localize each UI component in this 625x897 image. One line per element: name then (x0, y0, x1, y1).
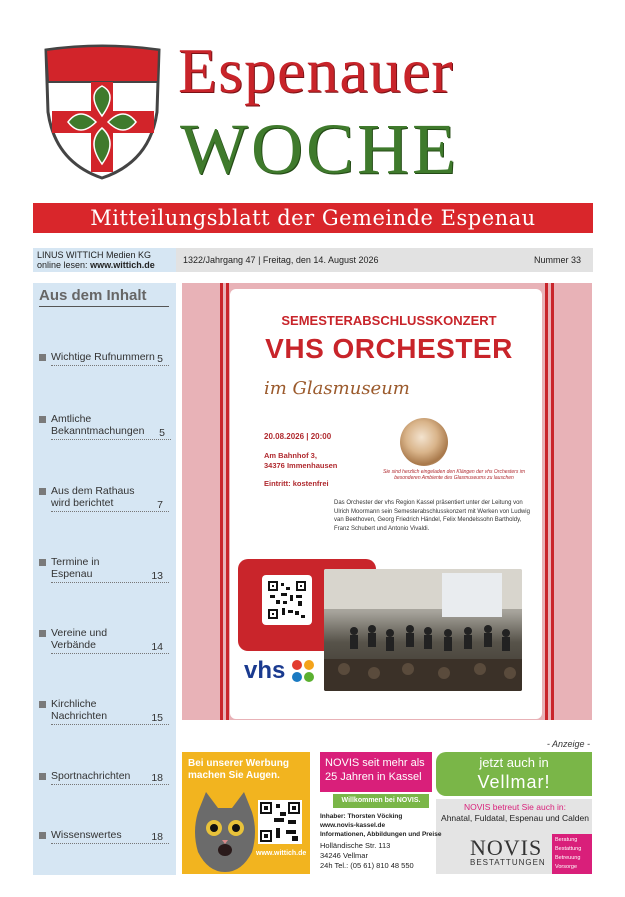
novis-pink-line2: 25 Jahren in Kassel (325, 771, 422, 783)
wittich-ad-line2: machen Sie Augen. (188, 770, 280, 781)
concert-poster[interactable] (182, 283, 592, 720)
espenau-coat-of-arms-icon (40, 42, 165, 182)
toc-item-label: Amtliche Bekanntmachungen (51, 413, 145, 437)
bullet-square-icon (39, 354, 46, 361)
toc-item-page: 7 (157, 499, 163, 511)
toc-item-page: 15 (151, 712, 163, 724)
issue-line: 1322/Jahrgang 47 | Freitag, den 14. August 2026 (183, 255, 379, 265)
masthead-subtitle: Mitteilungsblatt der Gemeinde Espenau (33, 203, 593, 233)
wittich-ad-headline (188, 758, 289, 782)
bullet-square-icon (39, 488, 46, 495)
toc-title: Aus dem Inhalt (39, 287, 169, 307)
poster-stripe (226, 283, 229, 720)
toc-item-label: Vereine und Verbände (51, 627, 108, 651)
online-url-link[interactable]: www.wittich.de (90, 260, 155, 270)
poster-stripe (220, 283, 223, 720)
novis-city: 34246 Vellmar (320, 851, 368, 860)
vhs-logo: vhs (244, 657, 286, 684)
toc-item-page: 14 (151, 641, 163, 653)
glass-disc-image (400, 418, 448, 466)
novis-services-box (552, 834, 592, 874)
ad-label: - Anzeige - (546, 739, 590, 749)
toc-item-label: Kirchliche Nachrichten (51, 698, 108, 722)
publisher-block (33, 248, 176, 272)
toc-item[interactable] (39, 829, 169, 843)
toc-item[interactable] (39, 627, 169, 653)
cat-icon (192, 792, 258, 872)
novis-ad[interactable] (320, 752, 592, 874)
bullet-square-icon (39, 773, 46, 780)
poster-headline: VHS ORCHESTER (265, 333, 513, 364)
issue-info-bar (33, 248, 593, 272)
toc-item[interactable] (39, 556, 169, 582)
masthead-title-line1: Espenauer (178, 35, 454, 106)
poster-stripe (545, 283, 548, 720)
qr-code-icon (268, 581, 306, 619)
poster-stripe (551, 283, 554, 720)
toc-item-label: Wissenswertes (51, 829, 122, 841)
toc-item-page: 13 (151, 570, 163, 582)
toc-item-page: 18 (151, 831, 163, 843)
toc-item-label: Sportnachrichten (51, 770, 131, 782)
novis-service: Beratung (555, 837, 578, 843)
novis-welcome: Willkommen bei NOVIS. (333, 794, 429, 808)
novis-betreut-line1: NOVIS betreut Sie auch in: (463, 802, 567, 812)
bullet-square-icon (39, 832, 46, 839)
poster-body-text: Das Orchester der vhs Region Kassel präsentiert unter der Leitung von Ulrich Moormann sein Semesterabschlusskonzert mit Werken von Ludwig van Beethoven, Georg Friedrich Händel, Felix Mendelssohn Bartholdy, Franz Schubert und Antonio Vivaldi. (334, 500, 530, 532)
novis-owner: Inhaber: Thorsten Vöcking (320, 813, 403, 820)
novis-logo-sub: BESTATTUNGEN (470, 858, 546, 867)
wittich-ad[interactable] (182, 752, 310, 874)
novis-pink-box (320, 752, 432, 792)
novis-service: Vorsorge (555, 864, 578, 870)
poster-headline-small: SEMESTERABSCHLUSSKONZERT (281, 313, 497, 328)
wittich-qr-code-icon[interactable] (258, 800, 302, 844)
novis-info: Informationen, Abbildungen und Preise (320, 831, 442, 838)
poster-address (264, 451, 337, 471)
toc-item[interactable] (39, 413, 169, 439)
novis-street: Holländische Str. 113 (320, 841, 391, 850)
poster-address-line2: 34376 Immenhausen (264, 461, 338, 470)
novis-phone: 24h Tel.: (05 61) 810 48 550 (320, 861, 414, 870)
poster-caption: Sie sind herzlich eingeladen den Klängen der vhs Orchesters im besonderen Ambiente des Glasmuseums zu lauschen (382, 469, 526, 481)
bullet-square-icon (39, 416, 46, 423)
poster-date-time: 20.08.2026 | 20:00 (264, 432, 332, 441)
toc-item-page: 18 (151, 772, 163, 784)
bullet-square-icon (39, 630, 46, 637)
toc-item-page: 5 (159, 427, 165, 439)
novis-service: Bestattung (555, 846, 582, 852)
toc-item[interactable] (39, 770, 169, 784)
orchestra-photo-illustration (324, 569, 522, 691)
poster-venue: im Glasmuseum (264, 378, 410, 399)
toc-item-label: Aus dem Rathaus wird berichtet (51, 485, 135, 509)
bullet-square-icon (39, 701, 46, 708)
toc-item[interactable] (39, 485, 169, 511)
toc-item-label: Termine in Espenau (51, 556, 100, 580)
novis-contact-bold (320, 812, 441, 839)
toc-item-label: Wichtige Rufnummern (51, 351, 155, 363)
novis-pink-line1: NOVIS seit mehr als (325, 757, 425, 769)
poster-address-line1: Am Bahnhof 3, (264, 451, 317, 460)
novis-vellmar-line2: Vellmar! (477, 772, 551, 792)
toc-item[interactable] (39, 351, 169, 365)
novis-service-areas (440, 802, 590, 824)
novis-service: Betreuung (555, 855, 581, 861)
bullet-square-icon (39, 559, 46, 566)
orchestra-photo (324, 569, 522, 691)
novis-vellmar-box (436, 752, 592, 796)
issue-number: Nummer 33 (533, 255, 581, 265)
novis-web-link[interactable]: www.novis-kassel.de (320, 822, 386, 829)
novis-logo: NOVIS (470, 835, 543, 860)
online-line (37, 260, 172, 270)
vhs-logo-dots-icon (290, 659, 316, 683)
toc-item-page: 5 (157, 353, 163, 365)
toc-item[interactable] (39, 698, 169, 724)
masthead-title-line2: WOCHE (180, 109, 459, 189)
online-label: online lesen: (37, 260, 88, 270)
poster-entry: Eintritt: kostenfrei (264, 479, 329, 488)
toc-sidebar (33, 283, 176, 875)
wittich-ad-url[interactable]: www.wittich.de (256, 850, 307, 857)
publisher-name: LINUS WITTICH Medien KG (37, 250, 152, 260)
wittich-ad-line1: Bei unserer Werbung (188, 758, 289, 769)
novis-address (320, 841, 414, 871)
novis-vellmar-line1: jetzt auch in (479, 755, 549, 770)
novis-betreut-line2: Ahnatal, Fuldatal, Espenau und Calden (441, 813, 589, 823)
